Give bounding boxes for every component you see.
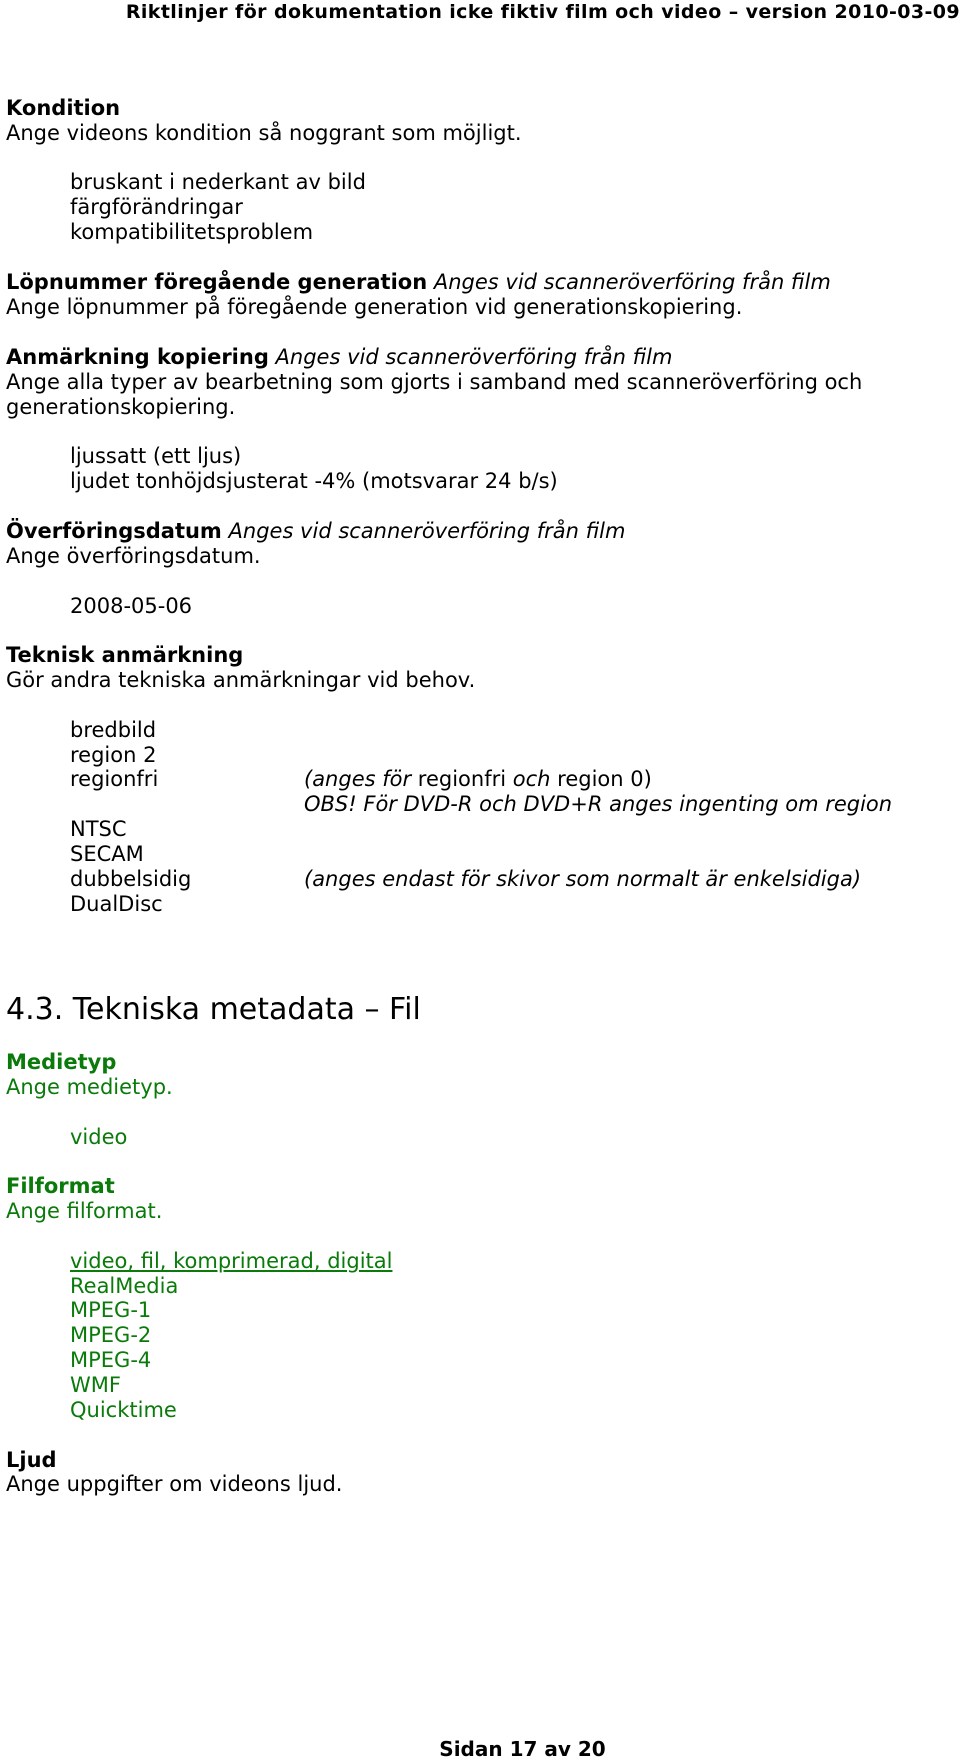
lopnummer-note: Anges vid scanneröverföring från film <box>433 270 831 294</box>
filformat-example: WMF <box>70 1373 121 1397</box>
lopnummer-description: Ange löpnummer på föregående generation vid generationskopiering. <box>6 295 743 319</box>
filformat-example: MPEG-4 <box>70 1348 152 1372</box>
regionfri-note-part: (anges för <box>304 767 418 791</box>
teknisk-example: bredbild <box>70 718 157 742</box>
teknisk-example: NTSC <box>70 817 127 841</box>
anmarkning-example: ljussatt (ett ljus) <box>70 444 242 468</box>
regionfri-note-part: regionfri <box>417 767 507 791</box>
medietyp-description: Ange medietyp. <box>6 1075 173 1099</box>
overforing-note: Anges vid scanneröverföring från film <box>228 519 626 543</box>
anmarkning-description: Ange alla typer av bearbetning som gjorts i samband med scanneröverföring och <box>6 370 863 394</box>
lopnummer-heading: Löpnummer föregående generation <box>6 270 428 294</box>
page-header <box>0 0 960 24</box>
page-number: Sidan 17 av 20 <box>439 1737 606 1761</box>
anmarkning-note: Anges vid scanneröverföring från film <box>275 345 673 369</box>
ljud-description: Ange uppgifter om videons ljud. <box>6 1472 343 1496</box>
regionfri-note <box>304 765 652 793</box>
teknisk-example: regionfri <box>70 767 159 791</box>
filformat-example: RealMedia <box>70 1274 179 1298</box>
kondition-example: kompatibilitetsproblem <box>70 220 314 244</box>
filformat-example: Quicktime <box>70 1398 177 1422</box>
kondition-heading: Kondition <box>6 96 121 120</box>
teknisk-example: dubbelsidig <box>70 867 192 891</box>
overforing-description: Ange överföringsdatum. <box>6 544 261 568</box>
regionfri-note-part: region 0) <box>557 767 652 791</box>
filformat-heading: Filformat <box>6 1174 115 1198</box>
section-heading: 4.3. Tekniska metadata – Fil <box>6 992 421 1027</box>
dubbelsidig-note: (anges endast för skivor som normalt är enkelsidiga) <box>304 867 862 891</box>
filformat-example: MPEG-1 <box>70 1298 152 1322</box>
lopnummer-heading-line <box>6 268 831 296</box>
kondition-description: Ange videons kondition så noggrant som möjligt. <box>6 121 522 145</box>
anmarkning-description-cont: generationskopiering. <box>6 395 236 419</box>
overforing-heading: Överföringsdatum <box>6 519 222 543</box>
anmarkning-heading-line <box>6 343 672 371</box>
kondition-example: färgförändringar <box>70 195 243 219</box>
filformat-description: Ange filformat. <box>6 1199 163 1223</box>
anmarkning-example: ljudet tonhöjdsjusterat -4% (motsvarar 24 b/s) <box>70 469 558 493</box>
overforing-heading-line <box>6 517 625 545</box>
filformat-link[interactable]: video, fil, komprimerad, digital <box>70 1249 393 1273</box>
anmarkning-heading: Anmärkning kopiering <box>6 345 269 369</box>
obs-note: OBS! För DVD-R och DVD+R anges ingenting om region <box>304 792 893 816</box>
teknisk-example: SECAM <box>70 842 144 866</box>
regionfri-note-part: och <box>506 767 558 791</box>
header-text: Riktlinjer för dokumentation icke fiktiv film och video – version 2010-03-09 <box>125 1 960 23</box>
filformat-example: MPEG-2 <box>70 1323 152 1347</box>
overforing-example: 2008-05-06 <box>70 594 193 618</box>
teknisk-description: Gör andra tekniska anmärkningar vid behov. <box>6 668 476 692</box>
medietyp-heading: Medietyp <box>6 1050 117 1074</box>
medietyp-example: video <box>70 1125 128 1149</box>
kondition-example: bruskant i nederkant av bild <box>70 170 366 194</box>
teknisk-heading: Teknisk anmärkning <box>6 643 244 667</box>
ljud-heading: Ljud <box>6 1448 57 1472</box>
teknisk-example: DualDisc <box>70 892 163 916</box>
page-footer <box>0 1737 960 1761</box>
teknisk-example: region 2 <box>70 743 157 767</box>
